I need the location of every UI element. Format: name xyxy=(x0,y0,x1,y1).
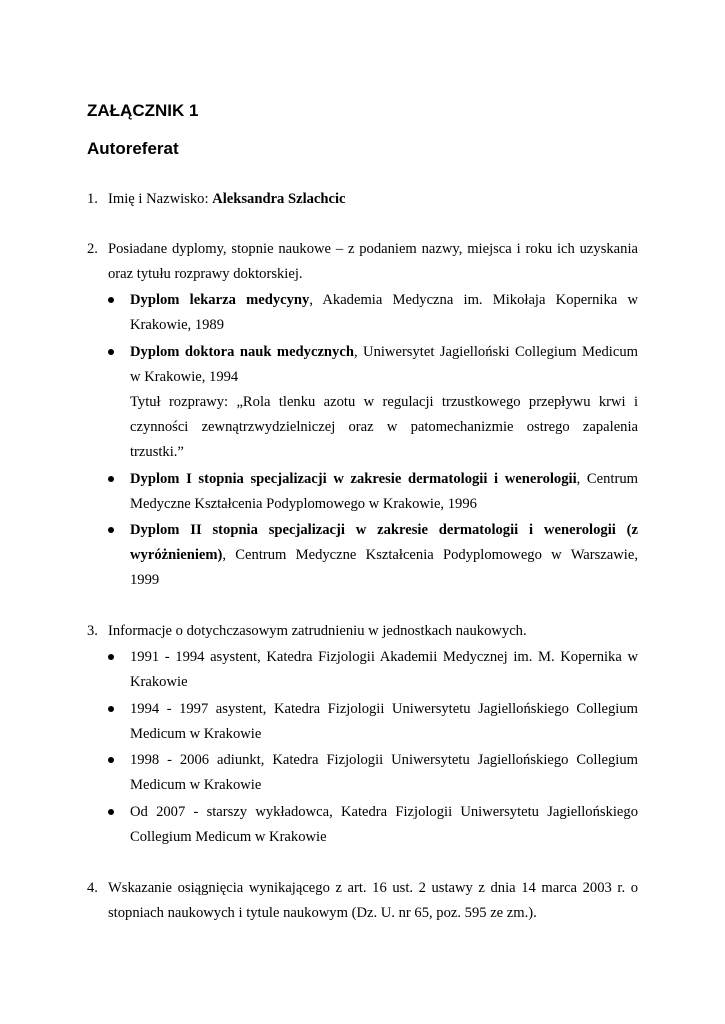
bullet xyxy=(108,527,114,533)
diploma-1-title: Dyplom lekarza medycyny xyxy=(130,292,310,308)
bullet xyxy=(108,654,114,660)
name-label: Imię i Nazwisko: xyxy=(108,191,213,207)
section-3-number: 3. xyxy=(87,623,98,639)
diploma-1-line-1 xyxy=(130,291,638,310)
diploma-2-title: Dyplom doktora nauk medycznych xyxy=(130,344,354,360)
diploma-2-line-1 xyxy=(130,343,638,362)
bullet xyxy=(108,297,114,303)
bullet xyxy=(108,757,114,763)
annex-heading: ZAŁĄCZNIK 1 xyxy=(87,101,199,120)
section-2-intro-line-2: oraz tytułu rozprawy doktorskiej. xyxy=(108,266,303,282)
bullet xyxy=(108,349,114,355)
diploma-4-detail: , Centrum Medyczne Kształcenia Podyplomowego w Warszawie, xyxy=(222,547,638,563)
section-4-line-1: Wskazanie osiągnięcia wynikającego z art. 16 ust. 2 ustawy z dnia 14 marca 2003 r. o xyxy=(108,880,638,896)
page-title: Autoreferat xyxy=(87,139,179,158)
section-4-number: 4. xyxy=(87,880,98,896)
employment-4-line-2: Collegium Medicum w Krakowie xyxy=(130,829,327,845)
diploma-2-detail: , Uniwersytet Jagielloński Collegium Medicum xyxy=(353,344,638,360)
diploma-4-line-2 xyxy=(130,546,638,565)
diploma-2-line-2: w Krakowie, 1994 xyxy=(130,369,239,385)
thesis-line-1: Tytuł rozprawy: „Rola tlenku azotu w regulacji trzustkowego przepływu krwi i xyxy=(130,394,638,410)
diploma-3-line-1 xyxy=(130,470,638,489)
diploma-1-detail: , Akademia Medyczna im. Mikołaja Kopernika w xyxy=(309,292,638,308)
employment-1-line-2: Krakowie xyxy=(130,674,188,690)
diploma-3-line-2: Medyczne Kształcenia Podyplomowego w Krakowie, 1996 xyxy=(130,496,477,512)
thesis-line-3: trzustki.” xyxy=(130,444,184,460)
diploma-4-title-cont: wyróżnieniem) xyxy=(130,547,223,563)
section-4-line-2: stopniach naukowych i tytule naukowym (Dz. U. nr 65, poz. 595 ze zm.). xyxy=(108,905,537,921)
employment-3-line-1: 1998 - 2006 adiunkt, Katedra Fizjologii Uniwersytetu Jagiellońskiego Collegium xyxy=(130,752,638,768)
section-2-intro-line-1: Posiadane dyplomy, stopnie naukowe – z podaniem nazwy, miejsca i roku ich uzyskania xyxy=(108,241,638,257)
employment-2-line-1: 1994 - 1997 asystent, Katedra Fizjologii Uniwersytetu Jagiellońskiego Collegium xyxy=(130,701,638,717)
employment-2-line-2: Medicum w Krakowie xyxy=(130,726,262,742)
section-2-number: 2. xyxy=(87,241,98,257)
bullet xyxy=(108,476,114,482)
diploma-3-detail: , Centrum xyxy=(576,471,638,487)
diploma-4-line-3: 1999 xyxy=(130,572,160,588)
diploma-4-title: Dyplom II stopnia specjalizacji w zakresie dermatologii i wenerologii (z xyxy=(130,522,638,538)
section-1-number: 1. xyxy=(87,191,98,207)
thesis-line-2: czynności zewnątrzwydzielniczej oraz w patomechanizmie ostrego zapalenia xyxy=(130,419,638,435)
author-name: Aleksandra Szlachcic xyxy=(212,191,346,207)
section-1-text xyxy=(108,190,346,209)
diploma-1-line-2: Krakowie, 1989 xyxy=(130,317,225,333)
bullet xyxy=(108,809,114,815)
diploma-4-line-1 xyxy=(130,521,638,540)
employment-4-line-1: Od 2007 - starszy wykładowca, Katedra Fizjologii Uniwersytetu Jagiellońskiego xyxy=(130,804,638,820)
diploma-3-title: Dyplom I stopnia specjalizacji w zakresie dermatologii i wenerologii xyxy=(130,471,577,487)
employment-3-line-2: Medicum w Krakowie xyxy=(130,777,262,793)
bullet xyxy=(108,706,114,712)
section-3-intro: Informacje o dotychczasowym zatrudnieniu w jednostkach naukowych. xyxy=(108,623,527,639)
employment-1-line-1: 1991 - 1994 asystent, Katedra Fizjologii Akademii Medycznej im. M. Kopernika w xyxy=(130,649,638,665)
